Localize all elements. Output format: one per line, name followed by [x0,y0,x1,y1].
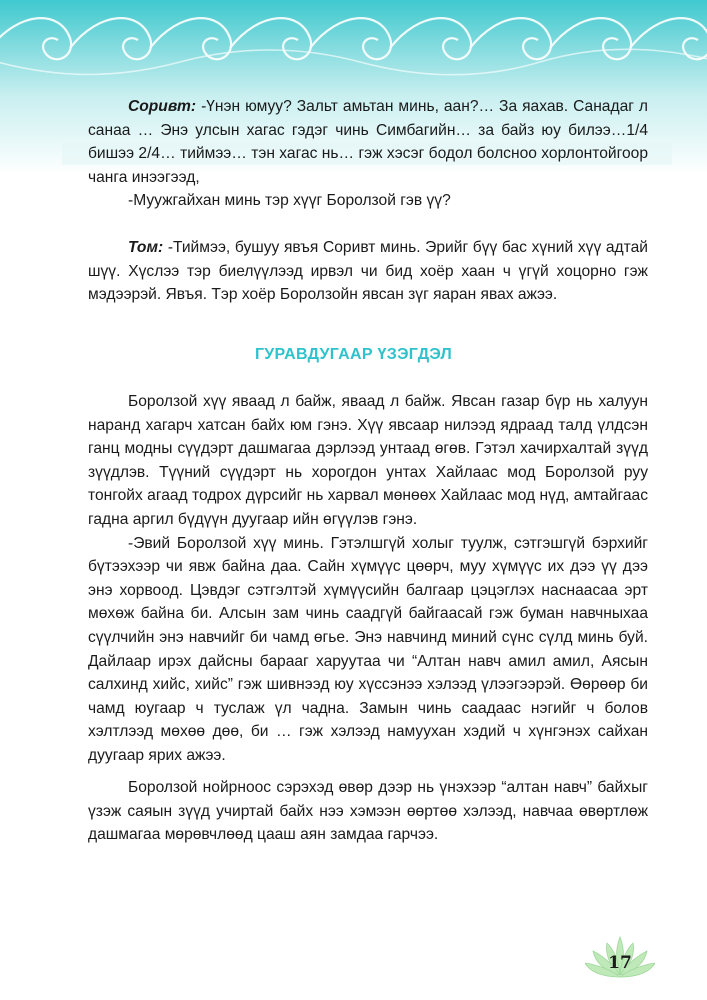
dialogue-soribt-line1 [88,95,648,189]
dialogue-text: -Тиймээ, бушуу явъя Соривт минь. Эрийг бүү бас хүний хүү адтай шүү. Хүслээ тэр биелүүлээд ирвэл чи бид хоёр хаан ч үгүй хоцорно гэж мэдээрэй. Явъя. Тэр хоёр Боролзойн явсан зүг яаран явах ажээ. [88,239,648,304]
scene-closing [88,776,648,847]
paragraph: -Эвий Боролзой хүү минь. Гэтэлшгүй холыг туулж, сэтгэшгүй бэрхийг бүтээхээр чи явж байна даа. Сайн хүмүүс цөөрч, муу хүмүүс их дээ үү дээ энэ хорвоод. Цэвдэг сэтгэлтэй хүмүүсийн балгаар цэцэглэх наснаасаа эрт мөхөж байна би. Алсын зам чинь саадгүй байгаасай гэж буман навчныхаа сүүлчийн энэ навчийг би чамд өгье. Энэ навчинд миний сүнс сүлд минь буй. Дайлаар ирэх дайсны барааг харуутаа чи “Алтан навч амил амил, Аясын салхинд хийс, хийс” гэж шивнээд юу хүссэнээ хэлээд үлээгээрэй. Өөрөөр би чамд юугаар ч туслаж үл чадна. Замын чинь саадаас нэгийг ч болов хэлтлээд мөхөө дөө, би … гэж хэлээд намуухан хэдий ч хүнгэнэх сайхан дуугаар ярих ажээ. [88,534,648,764]
speaker-label: Том: [128,239,164,256]
page-number: 17 [608,953,632,973]
scene-heading: ГУРАВДУГААР ҮЗЭГДЭЛ [254,346,453,363]
speaker-label: Соривт: [128,98,197,115]
scene-body [88,390,648,768]
paragraph: Боролзой нойрноос сэрэхэд өвөр дээр нь үнэхээр “алтан навч” байхыг үзэж саяын зүүд учиртай байх нээ хэмээн өөртөө хэлээд, навчаа өвөртлөж дашмагаа мөрөвчлөөд цааш аян замдаа гарчээ. [88,779,648,844]
paragraph: Боролзой хүү яваад л байж, яваад л байж. Явсан газар бүр нь халуун наранд хагарч хатсан байх юм гэнэ. Хүү явсаар нилээд ядраад талд үлдсэн ганц модны сүүдэрт дашмагаа дэрлээд унтаад өгөв. Гэтэл хачирхалтай зүүд зүүдлэв. Түүний сүүдэрт нь хорогдон унтах Хайлаас мод Боролзой руу тонгойх агаад тодрох дүрсийг нь харвал мөнөөх Хайлаас мод нүд, амтайгаас гадна аргил бүдүүн дуугаар ийн өгүүлэв гэнэ. [88,393,648,528]
dialogue-tom [88,236,648,307]
dialogue-text: -Үнэн юмуу? Зальт амьтан минь, аан?… За яахав. Санадаг л санаа … Энэ улсын хагас гэдэг чинь Симбагийн… за байз юу билээ…1/4 бишээ 2/4… тиймээ… тэн хагас нь… гэж хэсэг бодол болсноо хорлонтойгоор чанга инээгээд, [88,98,648,186]
dialogue-soribt [88,95,648,213]
page-number-badge [585,935,655,980]
dialogue-soribt-line2: -Муужгайхан минь тэр хүүг Боролзой гэв үү? [128,192,451,210]
